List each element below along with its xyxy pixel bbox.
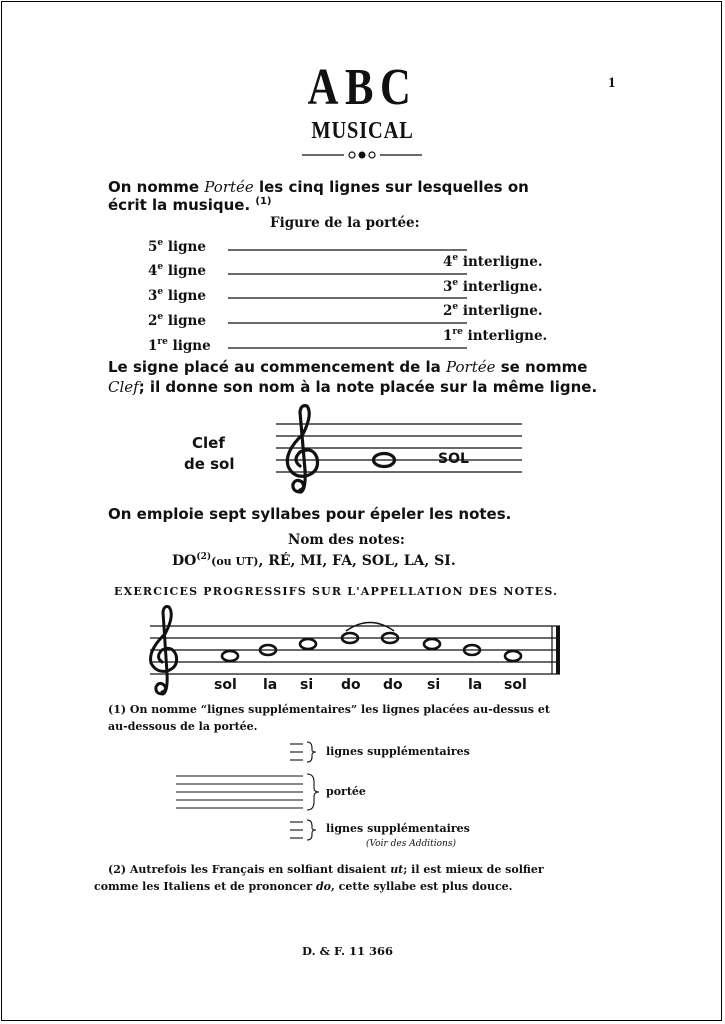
exercise-note-label-6: si (427, 677, 441, 693)
exercise-note-label-5: do (383, 677, 403, 693)
line-label-5: 5e ligne (148, 238, 206, 255)
space-label-2: 2e interligne. (443, 302, 543, 319)
syllables-sentence: On emploie sept syllabes pour épeler les notes. (108, 505, 512, 523)
plate-number: D. & F. 11 366 (302, 944, 393, 958)
exercise-note-label-7: la (468, 677, 483, 693)
clef-note-name: SOL (438, 451, 469, 467)
ledger-label-top: lignes supplémentaires (326, 745, 470, 758)
clef-text-line-2: Clef; il donne son nom à la note placée sur la même ligne. (108, 378, 598, 396)
space-label-3: 3e interligne. (443, 278, 543, 295)
clef-label-line-2: de sol (184, 455, 235, 473)
footnote-1-line-1: (1) On nomme “lignes supplémentaires” les lignes placées au-dessus et (108, 703, 550, 716)
space-label-1: 1re interligne. (443, 327, 548, 344)
intro-line-2: écrit la musique. $^{(1)}$ (108, 196, 272, 214)
footnote-2-line-1: (2) Autrefois les Français en solfiant disaient ut; il est mieux de solfier (108, 863, 544, 876)
footnote-2-line-2: comme les Italiens et de prononcer do, cette syllabe est plus douce. (94, 880, 513, 893)
clef-text-line-1: Le signe placé au commencement de la Portée se nomme (108, 358, 588, 376)
clef-label-line-1: Clef (192, 434, 225, 452)
exercise-note-label-4: do (341, 677, 361, 693)
line-label-3: 3e ligne (148, 287, 206, 304)
line-label-1: 1re ligne (148, 337, 211, 354)
page-title: ABC (307, 59, 418, 116)
staff-label: portée (326, 785, 366, 798)
ledger-label-bottom: lignes supplémentaires (326, 822, 470, 835)
exercise-heading: EXERCICES PROGRESSIFS SUR L'APPELLATION DES NOTES. (114, 585, 559, 598)
exercise-note-label-2: la (263, 677, 278, 693)
intro-line-1: On nomme Portée les cinq lignes sur lesquelles on (108, 178, 529, 196)
additions-aside: (Voir des Additions) (366, 839, 456, 849)
staff-figure-caption: Figure de la portée: (270, 215, 420, 231)
space-label-4: 4e interligne. (443, 253, 543, 270)
line-label-4: 4e ligne (148, 262, 206, 279)
exercise-note-label-1: sol (214, 677, 237, 693)
page-subtitle: MUSICAL (311, 118, 414, 144)
note-names-title: Nom des notes: (288, 532, 405, 548)
exercise-note-label-3: si (300, 677, 314, 693)
note-names-list: DO$^{(2)}$(ou UT), RÉ, MI, FA, SOL, LA, SI. (172, 552, 456, 569)
exercise-note-label-8: sol (504, 677, 527, 693)
line-label-2: 2e ligne (148, 312, 206, 329)
page-number: 1 (608, 75, 616, 91)
footnote-1-line-2: au-dessous de la portée. (108, 720, 258, 733)
